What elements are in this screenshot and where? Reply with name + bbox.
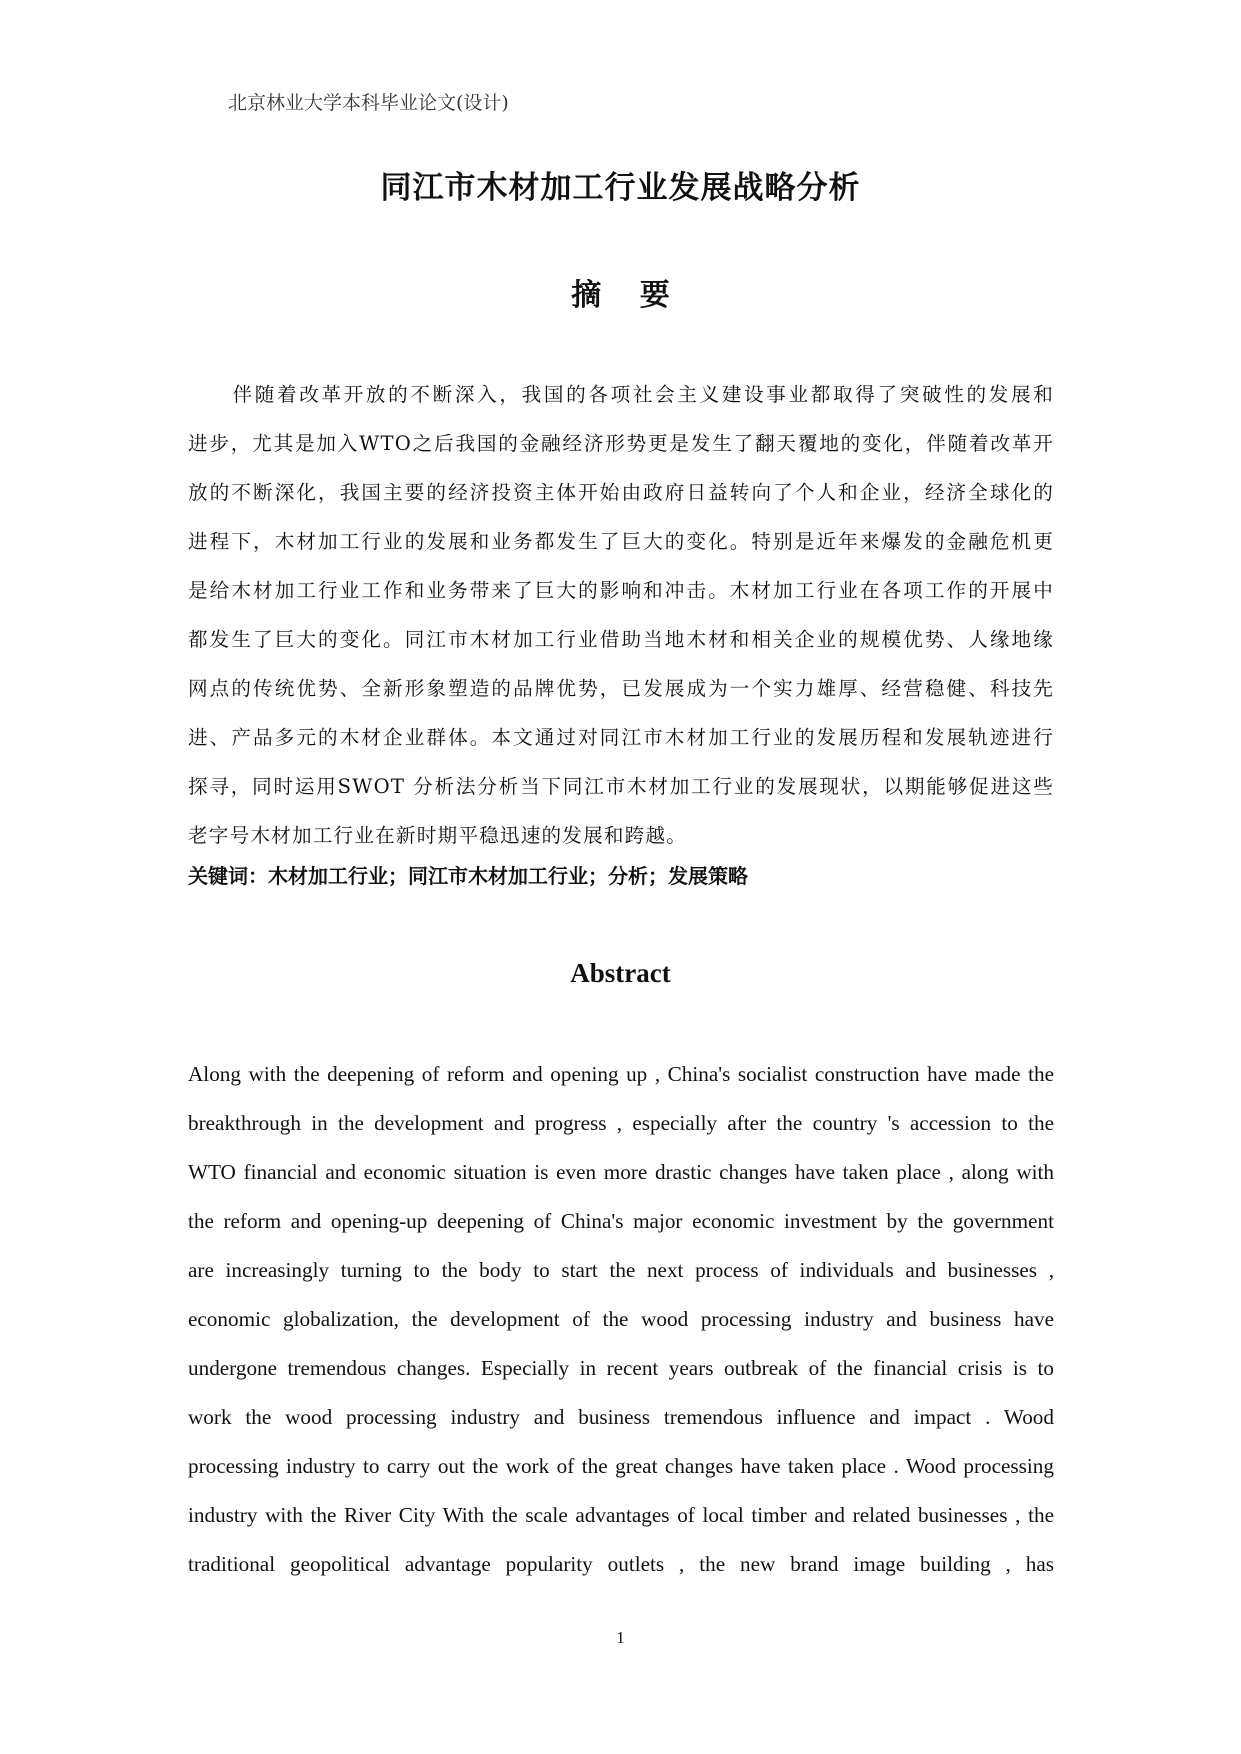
chinese-abstract-line: 都发生了巨大的变化。同江市木材加工行业借助当地木材和相关企业的规模优势、人缘地缘 — [188, 628, 1054, 651]
chinese-abstract-line: 网点的传统优势、全新形象塑造的品牌优势，已发展成为一个实力雄厚、经营稳健、科技先 — [188, 677, 1054, 700]
chinese-abstract-body — [188, 370, 1054, 860]
chinese-abstract-heading: 摘 要 — [571, 278, 684, 313]
english-abstract-line: breakthrough in the development and progress , especially after the country 's accession to the — [188, 1111, 1054, 1135]
english-abstract-line: work the wood processing industry and business tremendous influence and impact . Wood — [188, 1405, 1054, 1429]
english-abstract-line: Along with the deepening of reform and opening up , China's socialist construction have made the — [188, 1062, 1054, 1086]
chinese-abstract-line: 老字号木材加工行业在新时期平稳迅速的发展和跨越。 — [188, 824, 688, 847]
page-number: 1 — [616, 1628, 625, 1647]
chinese-abstract-line: 进步，尤其是加入WTO之后我国的金融经济形势更是发生了翻天覆地的变化，伴随着改革开 — [188, 432, 1054, 455]
english-abstract-line: processing industry to carry out the work of the great changes have taken place . Wood processing — [188, 1454, 1054, 1478]
thesis-title: 同江市木材加工行业发展战略分析 — [380, 170, 861, 206]
english-abstract-line: WTO financial and economic situation is even more drastic changes have taken place , along with — [188, 1160, 1054, 1184]
english-abstract-heading: Abstract — [570, 958, 671, 988]
english-abstract-line: traditional geopolitical advantage popularity outlets , the new brand image building , has — [188, 1552, 1054, 1576]
english-abstract-line: economic globalization, the development of the wood processing industry and business have — [188, 1307, 1054, 1331]
english-abstract-line: the reform and opening-up deepening of China's major economic investment by the government — [188, 1209, 1054, 1233]
keywords-line: 关键词：木材加工行业；同江市木材加工行业；分析；发展策略 — [188, 864, 748, 888]
english-abstract-line: are increasingly turning to the body to start the next process of individuals and businesses , — [188, 1258, 1054, 1282]
chinese-abstract-line: 放的不断深化，我国主要的经济投资主体开始由政府日益转向了个人和企业，经济全球化的 — [188, 481, 1054, 504]
chinese-abstract-line: 是给木材加工行业工作和业务带来了巨大的影响和冲击。木材加工行业在各项工作的开展中 — [188, 579, 1054, 602]
chinese-abstract-line: 伴随着改革开放的不断深入，我国的各项社会主义建设事业都取得了突破性的发展和 — [188, 383, 1054, 406]
chinese-abstract-line: 进、产品多元的木材企业群体。本文通过对同江市木材加工行业的发展历程和发展轨迹进行 — [188, 726, 1054, 749]
english-abstract-line: undergone tremendous changes. Especially in recent years outbreak of the financial crisis is to — [188, 1356, 1054, 1380]
running-header: 北京林业大学本科毕业论文(设计) — [228, 92, 509, 114]
chinese-abstract-line: 进程下，木材加工行业的发展和业务都发生了巨大的变化。特别是近年来爆发的金融危机更 — [188, 530, 1054, 553]
english-abstract-line: industry with the River City With the scale advantages of local timber and related businesses , the — [188, 1503, 1054, 1527]
chinese-abstract-line: 探寻，同时运用SWOT 分析法分析当下同江市木材加工行业的发展现状，以期能够促进这些 — [188, 775, 1054, 798]
english-abstract-body — [188, 1050, 1054, 1589]
